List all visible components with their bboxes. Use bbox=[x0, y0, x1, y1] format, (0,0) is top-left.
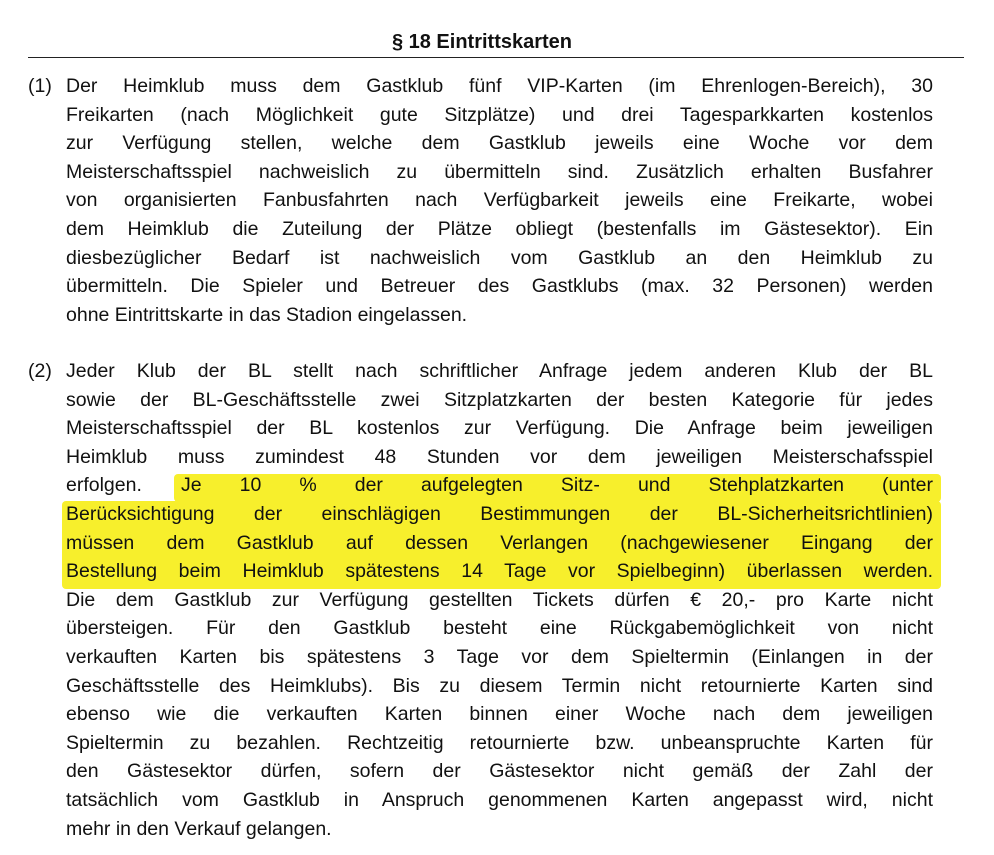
paragraph-line: verkauften Karten bis spätestens 3 Tage vor dem Spieltermin (Einlangen in der bbox=[66, 646, 933, 668]
paragraph-line: Freikarten (nach Möglichkeit gute Sitzplätze) und drei Tagesparkkarten kostenlos bbox=[66, 103, 933, 126]
paragraph-line: Geschäftsstelle des Heimklubs). Bis zu diesem Termin nicht retournierte Karten sind bbox=[66, 674, 933, 697]
paragraph-line: diesbezüglicher Bedarf ist nachweislich vom Gastklub an den Heimklub zu bbox=[66, 246, 933, 269]
paragraph-line: mehr in den Verkauf gelangen. bbox=[66, 817, 332, 840]
paragraph-line: den Gästesektor dürfen, sofern der Gästesektor nicht gemäß der Zahl der bbox=[66, 760, 933, 783]
paragraph-number: (2) bbox=[28, 360, 52, 382]
highlighted-text: Bestellung beim Heimklub spätestens 14 Tage vor Spielbeginn) überlassen werden. bbox=[66, 560, 933, 583]
paragraph-line: erfolgen. bbox=[66, 474, 142, 497]
paragraph-line: Der Heimklub muss dem Gastklub fünf VIP-Karten (im Ehrenlogen-Bereich), 30 bbox=[66, 75, 933, 97]
paragraph-number: (1) bbox=[28, 75, 52, 97]
paragraph-line: tatsächlich vom Gastklub in Anspruch genommenen Karten angepasst wird, nicht bbox=[66, 789, 933, 811]
paragraph-line: dem Heimklub die Zuteilung der Plätze obliegt (bestenfalls im Gästesektor). Ein bbox=[66, 218, 933, 240]
paragraph-line: ebenso wie die verkauften Karten binnen einer Woche nach dem jeweiligen bbox=[66, 703, 933, 726]
highlighted-text: Je 10 % der aufgelegten Sitz- und Stehplatzkarten (unter bbox=[181, 474, 933, 497]
paragraph-line: Heimklub muss zumindest 48 Stunden vor dem jeweiligen Meisterschafsspiel bbox=[66, 445, 933, 468]
paragraph-line: Die dem Gastklub zur Verfügung gestellten Tickets dürfen € 20,- pro Karte nicht bbox=[66, 588, 933, 611]
highlighted-text: müssen dem Gastklub auf dessen Verlangen (nachgewiesener Eingang der bbox=[66, 531, 933, 554]
section-title: § 18 Eintrittskarten bbox=[391, 31, 573, 53]
paragraph-line: Jeder Klub der BL stellt nach schriftlicher Anfrage jedem anderen Klub der BL bbox=[66, 360, 933, 382]
paragraph-line: ohne Eintrittskarte in das Stadion eingelassen. bbox=[66, 303, 468, 326]
paragraph-line: Meisterschaftsspiel der BL kostenlos zur Verfügung. Die Anfrage beim jeweiligen bbox=[66, 417, 933, 440]
paragraph-line: Spieltermin zu bezahlen. Rechtzeitig retournierte bzw. unbeanspruchte Karten für bbox=[66, 731, 933, 754]
paragraph-line: zur Verfügung stellen, welche dem Gastklub jeweils eine Woche vor dem bbox=[66, 132, 933, 155]
title-underline bbox=[28, 57, 964, 58]
paragraph-line: von organisierten Fanbusfahrten nach Verfügbarkeit jeweils eine Freikarte, wobei bbox=[66, 189, 933, 212]
paragraph-line: übersteigen. Für den Gastklub besteht eine Rückgabemöglichkeit von nicht bbox=[66, 617, 933, 640]
paragraph-line: sowie der BL-Geschäftsstelle zwei Sitzplatzkarten der besten Kategorie für jedes bbox=[66, 388, 933, 411]
paragraph-line: übermitteln. Die Spieler und Betreuer des Gastklubs (max. 32 Personen) werden bbox=[66, 275, 933, 298]
paragraph-line: Meisterschaftsspiel nachweislich zu übermitteln sind. Zusätzlich erhalten Busfahrer bbox=[66, 160, 933, 183]
highlighted-text: Berücksichtigung der einschlägigen Bestimmungen der BL-Sicherheitsrichtlinien) bbox=[66, 503, 933, 525]
